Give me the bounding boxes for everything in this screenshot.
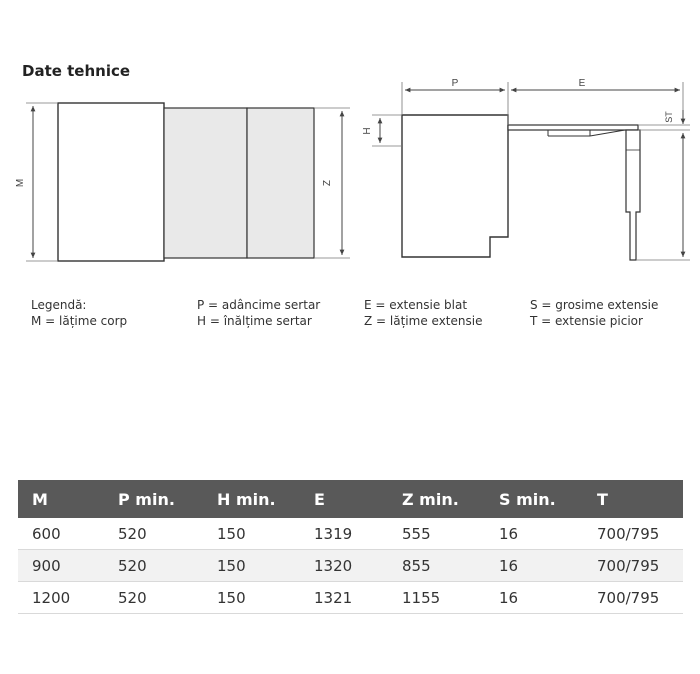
- technical-drawing: [0, 0, 700, 300]
- header-h: H min.: [203, 480, 300, 518]
- cell: 900: [18, 550, 104, 582]
- cell: 555: [388, 518, 485, 550]
- cell: 1319: [300, 518, 388, 550]
- legend-heading: Legendă:: [31, 298, 87, 312]
- cell: 520: [104, 582, 203, 614]
- extension-panel-left: [164, 108, 247, 258]
- cell: 16: [485, 550, 583, 582]
- table-row: [18, 550, 683, 582]
- table-row: [18, 582, 683, 614]
- header-t: T: [583, 480, 683, 518]
- label-e: E: [578, 78, 586, 89]
- label-st: ST: [664, 111, 674, 123]
- cell: 1200: [18, 582, 104, 614]
- legend-col-3: [364, 297, 482, 329]
- legend-item-s: S = grosime extensie: [530, 298, 659, 312]
- table-row: [18, 518, 683, 550]
- cell: 520: [104, 550, 203, 582]
- label-p: P: [451, 78, 459, 89]
- header-p: P min.: [104, 480, 203, 518]
- legend-item-t: T = extensie picior: [530, 314, 643, 328]
- legend-col-2: [197, 297, 320, 329]
- legend-col-4: [530, 297, 658, 329]
- label-h: H: [362, 127, 373, 135]
- cabinet-body: [58, 103, 164, 261]
- label-z: Z: [322, 179, 333, 187]
- extension-top: [508, 125, 638, 130]
- specs-table: [18, 480, 683, 614]
- legend-item-p: P = adâncime sertar: [197, 298, 321, 312]
- header-m: M: [18, 480, 104, 518]
- cell: 520: [104, 518, 203, 550]
- header-z: Z min.: [388, 480, 485, 518]
- label-m: M: [15, 178, 26, 188]
- legend-item-m: M = lățime corp: [31, 314, 128, 328]
- cell: 1321: [300, 582, 388, 614]
- extension-panel-right: [247, 108, 314, 258]
- side-view: [362, 78, 690, 260]
- legend-item-h: H = înălțime sertar: [197, 314, 312, 328]
- cell: 700/795: [583, 518, 683, 550]
- legend-col-1: [31, 297, 127, 329]
- header-s: S min.: [485, 480, 583, 518]
- header-e: E: [300, 480, 388, 518]
- cell: 1320: [300, 550, 388, 582]
- cell: 700/795: [583, 582, 683, 614]
- cell: 700/795: [583, 550, 683, 582]
- cell: 150: [203, 518, 300, 550]
- front-view: [15, 103, 350, 261]
- cell: 855: [388, 550, 485, 582]
- legend-item-e: E = extensie blat: [364, 298, 468, 312]
- cell: 1155: [388, 582, 485, 614]
- cell: 16: [485, 518, 583, 550]
- side-cabinet: [402, 115, 508, 257]
- legend-item-z: Z = lățime extensie: [364, 314, 483, 328]
- cell: 16: [485, 582, 583, 614]
- page-title: Date tehnice: [22, 62, 131, 80]
- extension-leg: [626, 130, 640, 260]
- table-header-row: [18, 480, 683, 518]
- cell: 600: [18, 518, 104, 550]
- cell: 150: [203, 582, 300, 614]
- cell: 150: [203, 550, 300, 582]
